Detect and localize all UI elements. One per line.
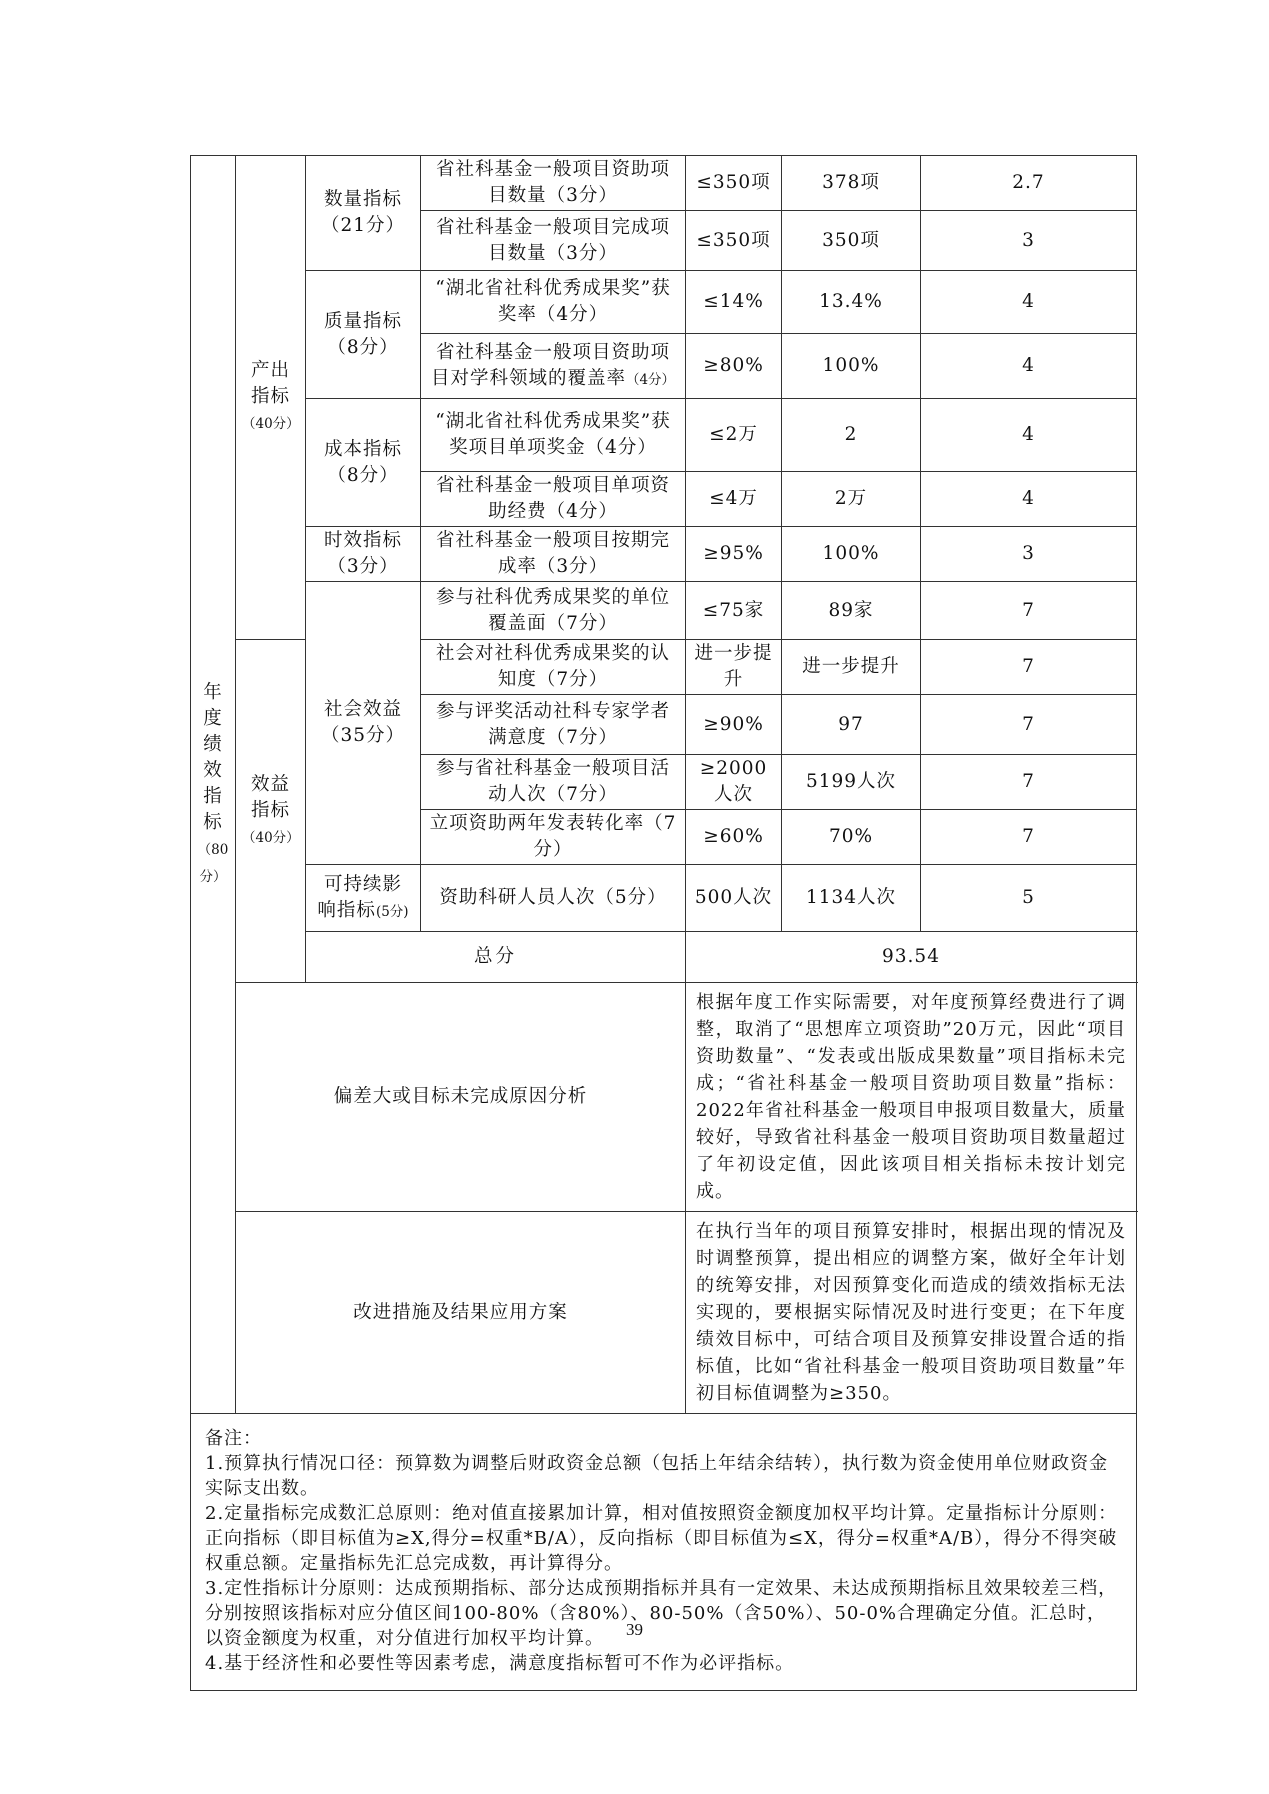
benefit-indicator-cell: 效益 指标 （40分） <box>236 640 306 983</box>
time-indicator-cell: 时效指标 （3分） <box>306 527 421 582</box>
indicator-actual: 进一步提升 <box>782 640 921 695</box>
deviation-row <box>191 983 1137 1212</box>
indicator-score: 7 <box>921 810 1137 865</box>
indicator-target: ≤75家 <box>686 582 782 640</box>
notes-cell <box>191 1414 1137 1691</box>
indicator-actual: 70% <box>782 810 921 865</box>
indicator-target: ≥95% <box>686 527 782 582</box>
output-indicator-cell: 产出 指标 （40分） <box>236 156 306 640</box>
indicator-actual: 89家 <box>782 582 921 640</box>
deviation-text: 根据年度工作实际需要，对年度预算经费进行了调整，取消了“思想库立项资助”20万元，因此“项目资助数量”、“发表或出版成果数量”项目指标未完成；“省社科基金一般项目资助项目数量”指标：2022年省社科基金一般项目申报项目数量大，质量较好，导致省社科基金一般项目资助项目数量超过了年初设定值，因此该项目相关指标未按计划完成。 <box>686 983 1137 1212</box>
indicator-actual: 13.4% <box>782 271 921 334</box>
indicator-target: ≥2000人次 <box>686 755 782 810</box>
indicator-actual: 2 <box>782 399 921 472</box>
total-value: 93.54 <box>686 932 1137 983</box>
indicator-score: 3 <box>921 211 1137 271</box>
level1-cell: 年度 绩效 指标 （80分） <box>191 156 236 1414</box>
indicator-score: 4 <box>921 399 1137 472</box>
table-row <box>191 156 1137 211</box>
indicator-name: 参与社科优秀成果奖的单位覆盖面（7分） <box>421 582 686 640</box>
indicator-actual: 2万 <box>782 472 921 527</box>
indicator-name: 参与评奖活动社科专家学者满意度（7分） <box>421 695 686 755</box>
indicator-name: 社会对社科优秀成果奖的认知度（7分） <box>421 640 686 695</box>
table-row <box>191 582 1137 640</box>
notes-row <box>191 1414 1137 1691</box>
indicator-actual: 100% <box>782 527 921 582</box>
indicator-name: 省社科基金一般项目单项资助经费（4分） <box>421 472 686 527</box>
indicator-target: 进一步提升 <box>686 640 782 695</box>
table-row <box>191 865 1137 932</box>
indicator-score: 7 <box>921 640 1137 695</box>
notes-heading: 备注： <box>205 1428 262 1449</box>
performance-table <box>190 155 1137 1691</box>
quantity-indicator-cell: 数量指标 （21分） <box>306 156 421 271</box>
note-item: 3.定性指标计分原则：达成预期指标、部分达成预期指标并具有一定效果、未达成预期指标且效果较差三档，分别按照该指标对应分值区间100-80%（含80%）、80-50%（含50%）、50-0%合理确定分值。汇总时，以资金额度为权重，对分值进行加权平均计算。 <box>205 1578 1118 1649</box>
indicator-actual: 378项 <box>782 156 921 211</box>
indicator-name: 参与省社科基金一般项目活动人次（7分） <box>421 755 686 810</box>
indicator-target: ≤14% <box>686 271 782 334</box>
deviation-label: 偏差大或目标未完成原因分析 <box>236 983 686 1212</box>
indicator-score: 4 <box>921 472 1137 527</box>
improvement-text: 在执行当年的项目预算安排时，根据出现的情况及时调整预算，提出相应的调整方案，做好全年计划的统筹安排，对因预算变化而造成的绩效指标无法实现的，要根据实际情况及时进行变更；在下年度绩效目标中，可结合项目及预算安排设置合适的指标值，比如“省社科基金一般项目资助项目数量”年初目标值调整为≥350。 <box>686 1212 1137 1414</box>
indicator-target: ≥80% <box>686 334 782 399</box>
indicator-name: 省社科基金一般项目按期完成率（3分） <box>421 527 686 582</box>
indicator-name: 立项资助两年发表转化率（7分） <box>421 810 686 865</box>
indicator-actual: 350项 <box>782 211 921 271</box>
indicator-actual: 5199人次 <box>782 755 921 810</box>
indicator-target: 500人次 <box>686 865 782 932</box>
note-item: 2.定量指标完成数汇总原则：绝对值直接累加计算，相对值按照资金额度加权平均计算。定量指标计分原则：正向指标（即目标值为≥X,得分=权重*B/A），反向指标（即目标值为≤X，得分=权重*A/B），得分不得突破权重总额。定量指标先汇总完成数，再计算得分。 <box>205 1503 1118 1574</box>
note-item: 1.预算执行情况口径：预算数为调整后财政资金总额（包括上年结余结转），执行数为资金使用单位财政资金实际支出数。 <box>205 1453 1109 1499</box>
table-row <box>191 271 1137 334</box>
indicator-score: 5 <box>921 865 1137 932</box>
indicator-actual: 100% <box>782 334 921 399</box>
indicator-target: ≥90% <box>686 695 782 755</box>
indicator-actual: 97 <box>782 695 921 755</box>
indicator-score: 7 <box>921 755 1137 810</box>
indicator-target: ≤4万 <box>686 472 782 527</box>
indicator-score: 7 <box>921 695 1137 755</box>
indicator-score: 4 <box>921 334 1137 399</box>
indicator-target: ≤2万 <box>686 399 782 472</box>
improvement-row <box>191 1212 1137 1414</box>
cost-indicator-cell: 成本指标 （8分） <box>306 399 421 527</box>
page-number: 39 <box>626 1620 643 1639</box>
improvement-label: 改进措施及结果应用方案 <box>236 1212 686 1414</box>
indicator-target: ≤350项 <box>686 156 782 211</box>
indicator-target: ≤350项 <box>686 211 782 271</box>
total-row <box>191 932 1137 983</box>
indicator-target: ≥60% <box>686 810 782 865</box>
sustain-indicator-cell: 可持续影 响指标(5分) <box>306 865 421 932</box>
indicator-score: 7 <box>921 582 1137 640</box>
indicator-name: 省社科基金一般项目资助项目对学科领域的覆盖率（4分） <box>421 334 686 399</box>
table-row <box>191 399 1137 472</box>
social-benefit-cell: 社会效益 （35分） <box>306 582 421 865</box>
indicator-actual: 1134人次 <box>782 865 921 932</box>
indicator-score: 3 <box>921 527 1137 582</box>
table-row <box>191 527 1137 582</box>
indicator-name: 省社科基金一般项目资助项目数量（3分） <box>421 156 686 211</box>
quality-indicator-cell: 质量指标 （8分） <box>306 271 421 399</box>
indicator-name: 资助科研人员人次（5分） <box>421 865 686 932</box>
indicator-name: “湖北省社科优秀成果奖”获奖项目单项奖金（4分） <box>421 399 686 472</box>
note-item: 4.基于经济性和必要性等因素考虑，满意度指标暂可不作为必评指标。 <box>205 1653 795 1674</box>
indicator-name: “湖北省社科优秀成果奖”获奖率（4分） <box>421 271 686 334</box>
indicator-score: 4 <box>921 271 1137 334</box>
total-label: 总分 <box>306 932 686 983</box>
indicator-score: 2.7 <box>921 156 1137 211</box>
indicator-name: 省社科基金一般项目完成项目数量（3分） <box>421 211 686 271</box>
